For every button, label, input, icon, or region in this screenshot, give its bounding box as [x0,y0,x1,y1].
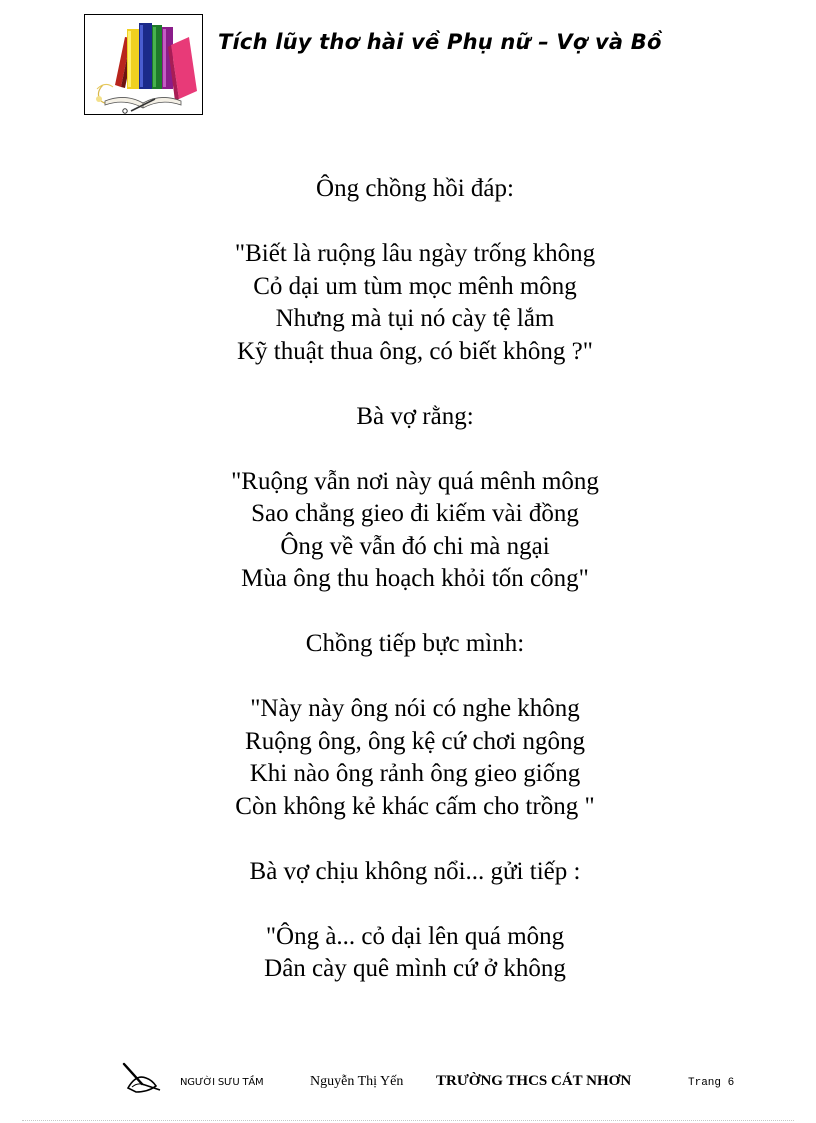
page-bottom-divider [22,1120,794,1121]
stanza-gap [0,888,816,921]
collector-label: NGƯỜI SƯU TẦM [180,1077,264,1088]
poem-line: "Ông à... cỏ dại lên quá mông [265,922,565,950]
poem-line: Dân cày quê mình cứ ở không [264,955,566,982]
poem-line: Bà vợ rằng: [356,402,474,430]
poem-line: Ông về vẫn đó chi mà ngại [280,532,550,560]
stanza-gap [0,661,816,694]
poem-line: Ruộng ông, ông kệ cứ chơi ngông [245,727,585,755]
poem-line: "Biết là ruộng lâu ngày trống không [234,240,596,267]
stanza-gap [0,206,816,239]
poem-line: Nhưng mà tụi nó cày tệ lắm [275,305,555,332]
poem-line: Kỹ thuật thua ông, có biết không ?" [237,337,593,365]
poem-line: Cỏ dại um tùm mọc mênh mông [253,272,577,300]
poem-line: Khi nào ông rảnh ông gieo giống [249,760,581,787]
header-logo [84,14,203,115]
stanza-gap [0,596,816,629]
poem-line: Mùa ông thu hoạch khỏi tốn công" [241,565,589,592]
poem-line: Ông chồng hồi đáp: [316,175,514,202]
stanza-gap [0,368,816,401]
poem-line: "Này này ông nói có nghe không [250,695,580,722]
school-name: TRƯỜNG THCS CÁT NHƠN [436,1073,632,1089]
pen-icon [122,1060,164,1094]
page-number: Trang 6 [688,1077,735,1089]
page-footer [120,1060,760,1100]
poem-body [0,173,816,986]
stanza-gap [0,823,816,856]
poem-line: Bà vợ chịu không nổi... gửi tiếp : [249,857,581,885]
poem-line: Sao chẳng gieo đi kiếm vài đồng [251,500,579,527]
header-title: Tích lũy thơ hài về Phụ nữ – Vợ và Bồ [218,30,662,54]
author-name: Nguyễn Thị Yến [310,1074,404,1089]
poem-line: "Ruộng vẫn nơi này quá mênh mông [231,467,599,495]
books-icon [85,15,202,114]
stanza-gap [0,433,816,466]
poem-line: Còn không kẻ khác cấm cho trồng " [235,792,595,820]
poem-line: Chồng tiếp bực mình: [305,630,525,657]
